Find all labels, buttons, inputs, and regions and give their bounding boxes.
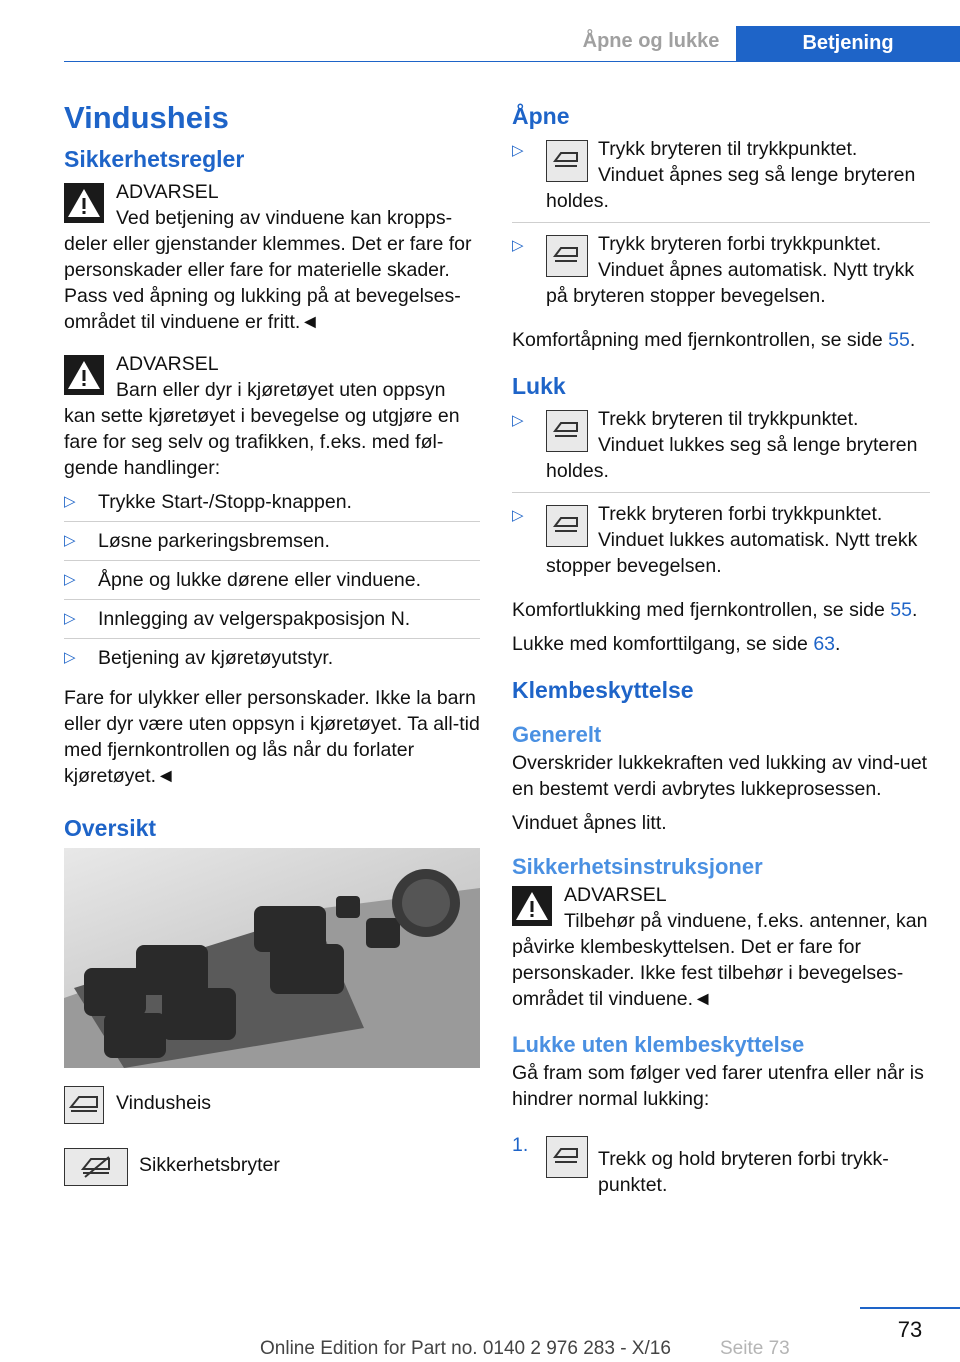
warning-box-3 <box>512 882 930 1012</box>
section-label: Åpne og lukke <box>582 30 720 52</box>
legend-label: Sikkerhetsbryter <box>139 1154 280 1176</box>
watermark: Seite 73 <box>720 1338 790 1359</box>
warning-box-2 <box>64 351 480 481</box>
triangle-bullet-icon: ▷ <box>64 610 76 627</box>
triangle-bullet-icon: ▷ <box>512 507 524 524</box>
left-column <box>64 95 480 1210</box>
numbered-step <box>512 1132 930 1206</box>
step-text: Trekk bryteren forbi trykkpunktet. <box>598 503 883 525</box>
triangle-bullet-icon: ▷ <box>64 649 76 666</box>
warning-label: ADVARSEL <box>116 181 219 203</box>
legend-row <box>64 1086 480 1148</box>
step-detail: Vinduet åpnes seg så lenge bryteren holdes. <box>546 164 916 212</box>
triangle-bullet-icon: ▷ <box>64 571 76 588</box>
legend-label: Vindusheis <box>116 1092 212 1114</box>
list-item: ▷ Løsne parkeringsbremsen. <box>64 528 480 561</box>
step-item <box>512 136 930 223</box>
icon-legend <box>64 1086 480 1210</box>
close-heading: Lukk <box>512 373 566 399</box>
comfort-close-text: Komfortlukking med fjernkontrollen, se side 55. <box>512 599 918 621</box>
warning-label: ADVARSEL <box>564 884 667 906</box>
warning-text: Barn eller dyr i kjøretøyet uten oppsyn kan sette kjøretøyet i bevegelse og utgjøre en fare for seg selv og trafikken, f.eks. med føl-gende handlinger: <box>64 379 460 479</box>
triangle-bullet-icon: ▷ <box>512 412 524 429</box>
warning-conclusion: Fare for ulykker eller personskader. Ikke la barn eller dyr være uten oppsyn i kjøretøyet. Ta all-tid med fjernkontrollen og lås når du forlater kjøretøyet.◄ <box>64 687 480 787</box>
nopinch-text: Gå fram som følger ved farer utenfra eller når is hindrer normal lukking: <box>512 1062 924 1110</box>
warning-icon <box>512 886 552 926</box>
step-detail: Vinduet åpnes automatisk. Nytt trykk på bryteren stopper bevegelsen. <box>546 259 915 307</box>
nopinch-heading: Lukke uten klembeskyttelse <box>512 1032 805 1057</box>
step-item <box>512 406 930 493</box>
window-lift-icon <box>64 1086 104 1124</box>
warning-text: Tilbehør på vinduene, f.eks. antenner, kan påvirke klembeskyttelsen. Det er fare for personskader. Ikke fest tilbehør i bevegelses-området til vinduene.◄ <box>512 910 928 1010</box>
step-item <box>512 231 930 317</box>
safety-switch-icon <box>64 1148 128 1186</box>
warning-text: Ved betjening av vinduene kan kropps-deler eller gjenstander klemmes. Det er fare for personskader eller fare for materielle skader. Pass ved åpning og lukking på at bevegelses-området til vinduene er fritt.◄ <box>64 207 472 333</box>
window-lift-icon <box>546 1136 588 1178</box>
step-detail: Vinduet lukkes automatisk. Nytt trekk stopper bevegelsen. <box>546 529 918 577</box>
general-text-2: Vinduet åpnes litt. <box>512 812 667 834</box>
page-title: Vindusheis <box>64 100 229 135</box>
right-column <box>512 103 930 1214</box>
warning-box-1 <box>64 179 480 335</box>
step-text: Trekk og hold bryteren forbi trykk-punktet. <box>598 1148 889 1196</box>
warning-icon <box>64 183 104 223</box>
general-heading: Generelt <box>512 722 602 747</box>
step-item <box>512 501 930 587</box>
step-text: Trykk bryteren forbi trykkpunktet. <box>598 233 882 255</box>
step-number: 1. <box>512 1134 529 1156</box>
comfort-access-text: Lukke med komforttilgang, se side 63. <box>512 633 841 655</box>
open-steps <box>512 136 930 317</box>
list-item: ▷ Innlegging av velgerspakposisjon N. <box>64 606 480 639</box>
page-link[interactable]: 55 <box>888 329 910 351</box>
window-lift-icon <box>546 140 588 182</box>
footer-rule <box>860 1307 960 1309</box>
page-header <box>0 26 960 62</box>
overview-heading: Oversikt <box>64 815 157 841</box>
comfort-open-text: Komfortåpning med fjernkontrollen, se side 55. <box>512 329 916 351</box>
triangle-bullet-icon: ▷ <box>64 493 76 510</box>
general-text: Overskrider lukkekraften ved lukking av vind-uet en bestemt verdi avbrytes lukkeprosessen. <box>512 752 928 800</box>
window-lift-icon <box>546 410 588 452</box>
action-list <box>64 489 480 677</box>
window-switch-photo <box>64 848 480 1068</box>
page-number: 73 <box>897 1317 923 1342</box>
open-heading: Åpne <box>512 103 570 129</box>
pinch-heading: Klembeskyttelse <box>512 677 694 703</box>
safety-heading: Sikkerhetsregler <box>64 146 245 172</box>
list-item: ▷ Trykke Start-/Stopp-knappen. <box>64 489 480 522</box>
window-lift-icon <box>546 235 588 277</box>
safety-instr-heading: Sikkerhetsinstruksjoner <box>512 854 763 879</box>
step-detail: Vinduet lukkes seg så lenge bryteren holdes. <box>546 434 918 482</box>
page-link[interactable]: 55 <box>890 599 912 621</box>
step-text: Trekk bryteren til trykkpunktet. <box>598 408 859 430</box>
chapter-tab: Betjening <box>736 26 960 62</box>
legend-row <box>64 1148 480 1210</box>
step-text: Trykk bryteren til trykkpunktet. <box>598 138 858 160</box>
edition-text: Online Edition for Part no. 0140 2 976 283 - X/16 <box>260 1338 671 1359</box>
triangle-bullet-icon: ▷ <box>512 142 524 159</box>
warning-icon <box>64 355 104 395</box>
list-item: ▷ Betjening av kjøretøyutstyr. <box>64 647 334 669</box>
warning-label: ADVARSEL <box>116 353 219 375</box>
list-item: ▷ Åpne og lukke dørene eller vinduene. <box>64 567 480 600</box>
close-steps <box>512 406 930 587</box>
triangle-bullet-icon: ▷ <box>512 237 524 254</box>
page-link[interactable]: 63 <box>813 633 836 655</box>
header-rule <box>64 61 960 62</box>
window-lift-icon <box>546 505 588 547</box>
triangle-bullet-icon: ▷ <box>64 532 76 549</box>
